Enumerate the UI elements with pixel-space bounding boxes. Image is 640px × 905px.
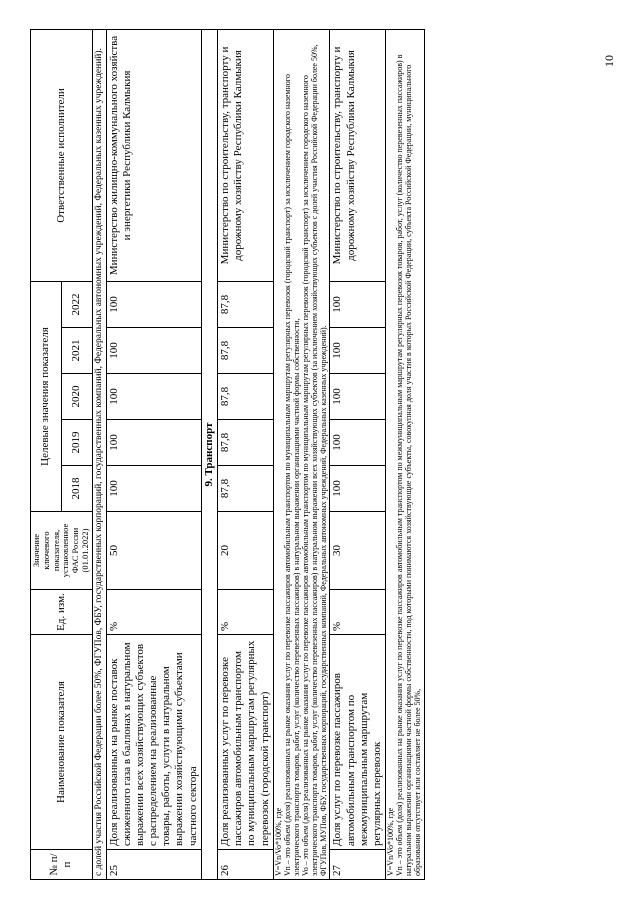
row27-responsible: Министерство по строительству, транспорту и дорожному хозяйству Республики Калмыкия (330, 29, 386, 281)
row27-2021: 100 (330, 328, 386, 374)
row25-2022: 100 (106, 281, 201, 327)
note26-vo: Vo – это объем (доля) реализованных на рынке оказания услуг по перевозке пассажиров автомобильным транспортом по муниципальным маршрутам регулярных перевозок (городской транспорт) за исключением городского наземного электрического транспорта товаров, работ, услуг (количество перевезенных пассажиров) в натуральном выражении всех хозяйствующих субъектов (за исключением хозяйствующих субъектов с долей участия Российской Федерации более 50%, ФГУПов, МУПов, ФБУ, государственных корпораций, государственных компаний, Федеральных автономных учреждений, Федеральных казенных учреждений). (300, 44, 328, 876)
row26-2021: 87,8 (218, 328, 274, 374)
row25-num: 25 (106, 850, 201, 880)
row26-2018: 87,8 (218, 466, 274, 512)
year-2022: 2022 (61, 281, 92, 327)
header-responsible: Ответственные исполнители (31, 29, 93, 281)
row27-2018: 100 (330, 466, 386, 512)
indicators-table (30, 29, 425, 880)
year-2018: 2018 (61, 466, 92, 512)
row27-num: 27 (330, 850, 386, 880)
top-note: с долей участия Российской Федерации более 50%, ФГУПов, ФБУ, государственных корпораций, государственных компаний, Федеральных автономных учреждений, Федеральных казенных учреждений). (92, 29, 106, 879)
row26-2020: 87,8 (218, 374, 274, 420)
section-title: 9. Транспорт (201, 29, 217, 879)
note-row (273, 29, 330, 879)
row25-2020: 100 (106, 374, 201, 420)
row25-responsible: Министерство жилищно-коммунального хозяйства и энергетики Республики Калмыкия (106, 29, 201, 281)
row25-2021: 100 (106, 328, 201, 374)
row25-key: 50 (106, 512, 201, 590)
row27-unit: % (330, 590, 386, 635)
row26-num: 26 (218, 850, 274, 880)
row26-key: 20 (218, 512, 274, 590)
row26-2022: 87,8 (218, 281, 274, 327)
table-row (106, 29, 201, 879)
row27-2020: 100 (330, 374, 386, 420)
header-num: № п/п (31, 850, 93, 880)
note27-formula: V=Vn/Vo*100%, где (386, 807, 396, 876)
header-targets: Целевые значения показателя (31, 281, 62, 511)
year-2021: 2021 (61, 328, 92, 374)
row26-responsible: Министерство по строительству, транспорту и дорожному хозяйству Республики Калмыкия (218, 29, 274, 281)
header-unit: Ед. изм. (31, 590, 93, 635)
row25-2019: 100 (106, 420, 201, 466)
header-name: Наименование показателя (31, 635, 93, 850)
note27-vn: Vn – это объем (доля) реализованных на рынке оказания услуг по перевозке пассажиров автомобильным транспортом по межмуниципальным маршрутам регулярных перевозок товаров, работ, услуг (количество перевезенных пассажиров) в натуральном выражении организациями частной формы собственности, под которыми понимаются хозяйствующие субъекты, совокупная доля участия в которых Российской Федерации, субъекта Российской Федерации, муниципального образования отсутствует или составляет не более 50%, (395, 54, 423, 876)
header-row (31, 29, 62, 879)
note26-vn: Vn – это объем (доля) реализованных на рынке оказания услуг по перевозке пассажиров автомобильным транспортом по муниципальным маршрутам регулярных перевозок (городской транспорт) за исключением городского наземного электрического транспорта товаров, работ, услуг (количество перевезенных пассажиров) в натуральном выражении организациями частной формы собственности, (282, 74, 301, 876)
row27-key: 30 (330, 512, 386, 590)
row27-2019: 100 (330, 420, 386, 466)
row26-2019: 87,8 (218, 420, 274, 466)
row26-unit: % (218, 590, 274, 635)
top-note-row (92, 29, 106, 879)
note26 (273, 29, 330, 879)
page-number: 10 (602, 55, 616, 67)
row25-unit: % (106, 590, 201, 635)
row25-name: Доля реализованных на рынке поставок сжиженного газа в баллонах в натуральном выражении всех хозяйствующих субъектов с распределением на реализованные товары, работы, услуги в натуральном выражении хозяйствующими субъектами частного сектора (106, 635, 201, 850)
row27-name: Доля услуг по перевозке пассажиров автомобильным транспортом по межмуниципальным маршрутам регулярных перевозок (330, 635, 386, 850)
year-2020: 2020 (61, 374, 92, 420)
section-row (201, 29, 217, 879)
note26-formula: V=Vn/Vo*100%, где (273, 807, 283, 876)
header-key-value: Значение ключевого показателя, установленное ФАС России (01.01.2022) (31, 512, 93, 590)
note27 (386, 29, 425, 879)
row27-2022: 100 (330, 281, 386, 327)
row25-2018: 100 (106, 466, 201, 512)
table-row (330, 29, 386, 879)
table-row (218, 29, 274, 879)
note-row (386, 29, 425, 879)
row26-name: Доля реализованных услуг по перевозке пассажиров автомобильным транспортом по муниципальным маршрутам регулярных перевозок (городской транспорт) (218, 635, 274, 850)
year-2019: 2019 (61, 420, 92, 466)
